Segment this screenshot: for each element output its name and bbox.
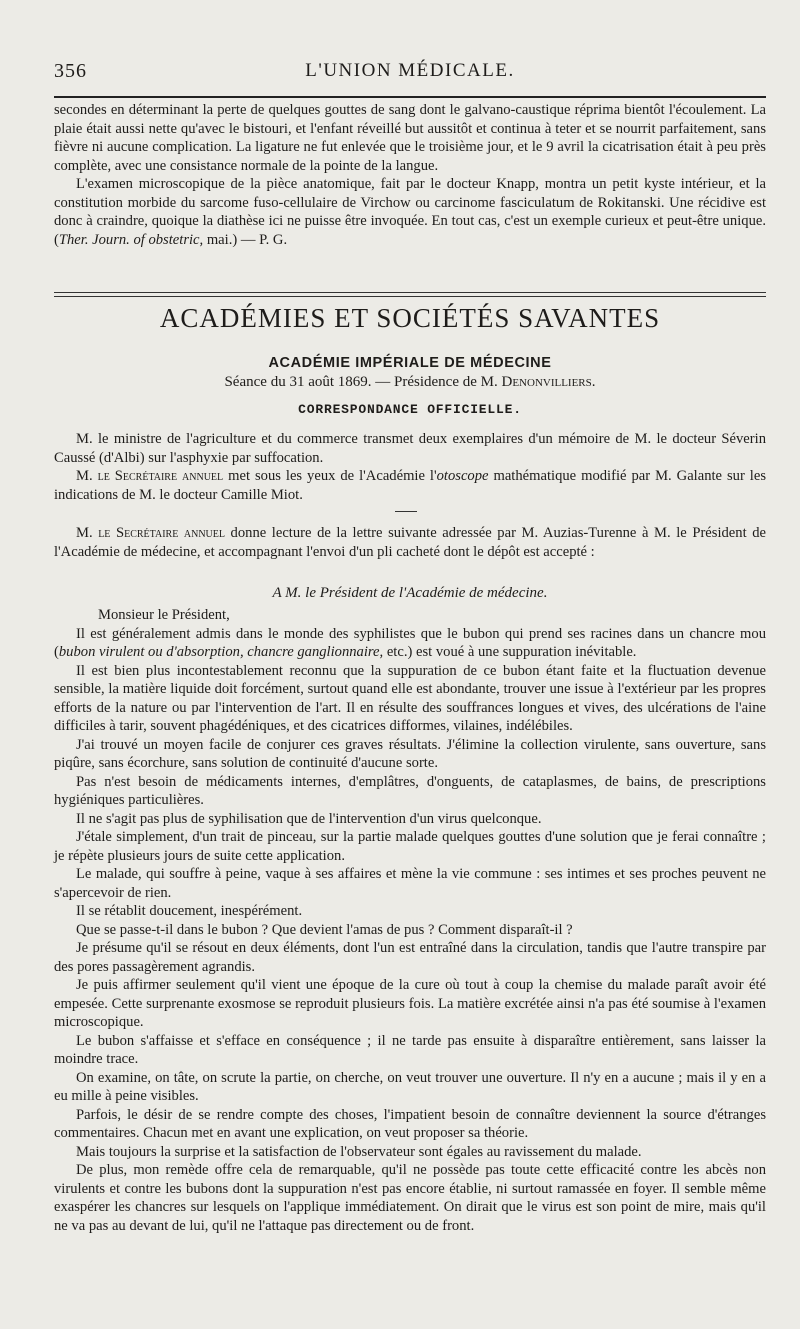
paragraph: Que se passe-t-il dans le bubon ? Que devient l'amas de pus ? Comment disparaît-il ?	[76, 921, 573, 938]
article-continuation	[54, 101, 766, 249]
paragraph: Il est généralement admis dans le monde des syphilistes que le bubon qui prend ses racines dans un chancre mou (bubon virulent ou d'absorption, chancre ganglionnaire, etc.) est voué à une suppuration inévitable.	[54, 625, 766, 660]
paragraph: Il se rétablit doucement, inespérément.	[76, 903, 303, 919]
page-number: 356	[54, 60, 87, 82]
section-divider	[54, 296, 766, 297]
paragraph: Je puis affirmer seulement qu'il vient une époque de la cure où tout à coup la chemise du malade paraît avoir été empesée. Cette surprenante exosmose se reproduit plusieurs fois. La matière excrétée ainsi n'a pas été soumise à l'examen microscopique.	[54, 977, 766, 1030]
paragraph: J'étale simplement, d'un trait de pinceau, sur la partie malade quelques gouttes d'une solution que je ferai connaître ; je répète plusieurs jours de suite cette application.	[54, 829, 766, 864]
session-line: Séance du 31 août 1869. — Présidence de M. Denonvilliers.	[224, 374, 596, 390]
academy-heading: ACADÉMIE IMPÉRIALE DE MÉDECINE	[268, 355, 552, 371]
correspondence-heading: CORRESPONDANCE OFFICIELLE.	[298, 402, 522, 417]
letter-body	[54, 606, 766, 1235]
letter-address: A M. le Président de l'Académie de médecine.	[272, 585, 548, 601]
running-head: L'UNION MÉDICALE.	[305, 60, 515, 81]
paragraph: M. le Secrétaire annuel met sous les yeux de l'Académie l'otoscope mathématique modifié par M. Galante sur les indications de M. le docteur Camille Miot.	[54, 468, 767, 503]
section-divider	[54, 292, 766, 293]
paragraph: L'examen microscopique de la pièce anatomique, fait par le docteur Knapp, montra un petit kyste intérieur, et la constitution morbide du sarcome fuso-cellulaire de Virchow ou carcinome fasciculatum de Rokitanski. Une récidive est donc à craindre, quoique la diathèse ici ne puisse être invoquée. En tout cas, c'est un exemple curieux et peut-être unique. (Ther. Journ. of obstetric, mai.) — P. G.	[54, 176, 766, 248]
correspondence-block	[54, 430, 766, 504]
short-divider	[395, 511, 417, 512]
paragraph: Il ne s'agit pas plus de syphilisation que de l'intervention d'un virus quelconque.	[76, 810, 542, 827]
paragraph: Le bubon s'affaisse et s'efface en conséquence ; il ne tarde pas ensuite à disparaître entièrement, sans laisser la moindre trace.	[54, 1032, 766, 1067]
paragraph: Parfois, le désir de se rendre compte des choses, l'impatient besoin de connaître deviennent la source d'étranges commentaires. Chacun met en avant une explication, on veut proposer sa théorie.	[54, 1106, 766, 1141]
page-header	[54, 60, 766, 86]
paragraph: J'ai trouvé un moyen facile de conjurer ces graves résultats. J'élimine la collection virulente, sans ouverture, sans piqûre, sans écorchure, sans solution de continuité d'aucune sorte.	[54, 736, 766, 771]
section-title: ACADÉMIES ET SOCIÉTÉS SAVANTES	[159, 303, 661, 333]
header-rule	[54, 96, 766, 98]
paragraph: Il est bien plus incontestablement reconnu que la suppuration de ce bubon étant faite et la fluctuation devenue sensible, la matière liquide doit forcément, surtout quand elle est abondante, trouver une issue à l'extérieur par les propres efforts de la nature ou par l'intervention de l'art. Il en résulte des souffrances longues et vives, des ulcérations de l'aine difficiles à tarir, souvent phagédéniques, et des cicatrices difformes, vilaines, indélébiles.	[54, 662, 766, 734]
paragraph: Je présume qu'il se résout en deux éléments, dont l'un est entraîné dans la circulation, tandis que l'autre transpire par des pores passagèrement agrandis.	[54, 940, 766, 975]
citation-source: Ther. Journ. of obstetric,	[58, 231, 204, 248]
salutation: Monsieur le Président,	[98, 607, 230, 623]
paragraph: secondes en déterminant la perte de quelques gouttes de sang dont le galvano-caustique réprima bientôt l'écoulement. La plaie était aussi nette qu'avec le bistouri, et l'enfant réveillé but aussitôt et continua à teter et se nourrit parfaitement, sans fièvre ni aucune complication. La ligature ne fut enlevée que le troisième jour, et le 9 avril la cicatrisation était à peu près complète, avec une consistance normale de la pointe de la langue.	[54, 102, 766, 174]
paragraph: On examine, on tâte, on scrute la partie, on cherche, on veut trouver une ouverture. Il n'y en a aucune ; mais il y en a eu mille à peine visibles.	[54, 1069, 766, 1104]
paragraph: Le malade, qui souffre à peine, vaque à ses affaires et mène la vie commune : ses intimes et ses proches peuvent ne s'apercevoir de rien.	[54, 866, 766, 901]
secretary-letter-intro	[54, 524, 766, 561]
paragraph: M. le Secrétaire annuel donne lecture de la lettre suivante adressée par M. Auzias-Turenne à M. le Président de l'Académie de médecine, et accompagnant l'envoi d'un pli cacheté dont le dépôt est accepté :	[54, 525, 766, 560]
paragraph: Pas n'est besoin de médicaments internes, d'emplâtres, d'onguents, de cataplasmes, de bains, de prescriptions hygiéniques particulières.	[54, 773, 766, 808]
paragraph: M. le ministre de l'agriculture et du commerce transmet deux exemplaires d'un mémoire de M. le docteur Séverin Caussé (d'Albi) sur l'asphyxie par suffocation.	[54, 431, 766, 466]
paragraph: Mais toujours la surprise et la satisfaction de l'observateur sont égales au ravissement du malade.	[76, 1143, 642, 1160]
paragraph: De plus, mon remède offre cela de remarquable, qu'il ne possède pas toute cette efficacité contre les abcès non virulents et contre les bubons dont la suppuration n'est pas encore établie, ni surtout ramassée en foyer. Il semble même exaspérer les chancres sur lesquels on l'applique immédiatement. On dirait que le virus est son point de mire, mais qu'il ne va pas au devant de lui, qu'il ne l'attaque pas directement ou de front.	[54, 1162, 766, 1234]
